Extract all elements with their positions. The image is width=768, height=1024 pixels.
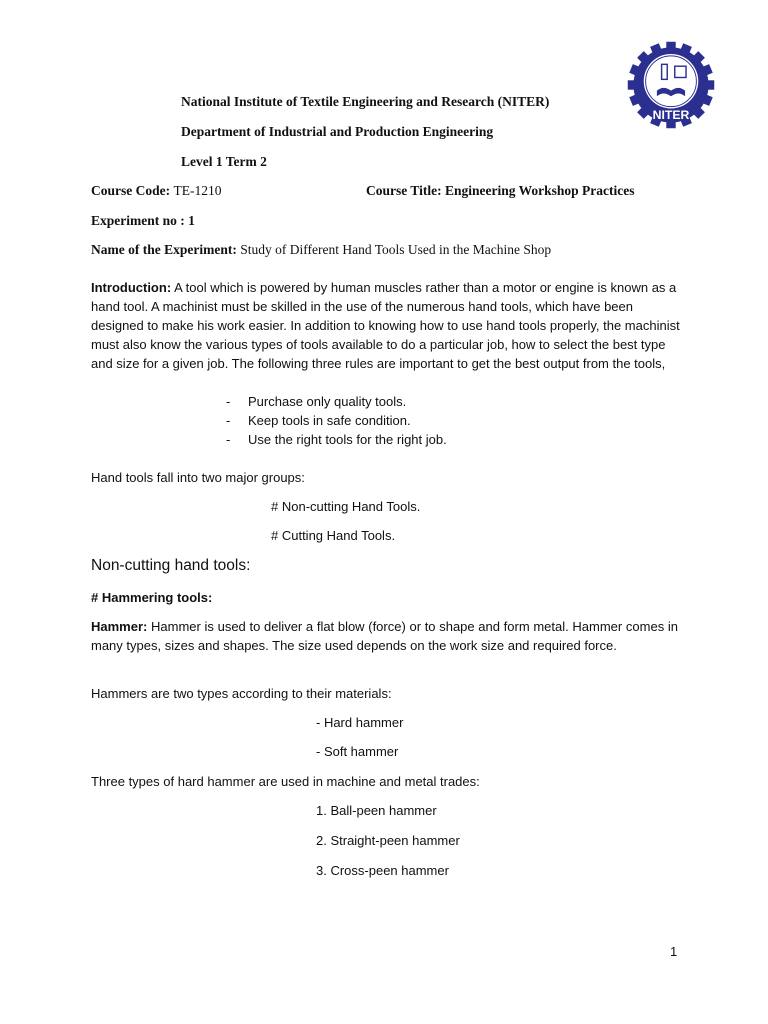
section-subtitle: # Hammering tools:: [91, 590, 213, 605]
introduction-label: Introduction:: [91, 280, 172, 295]
course-title-value: Engineering Workshop Practices: [445, 183, 635, 198]
group-item: # Non-cutting Hand Tools.: [271, 499, 421, 514]
groups-intro: Hand tools fall into two major groups:: [91, 470, 305, 485]
course-code-label: Course Code:: [91, 183, 171, 198]
course-title: [366, 183, 635, 199]
experiment-name-label: Name of the Experiment:: [91, 242, 237, 257]
section-title: Non-cutting hand tools:: [91, 557, 251, 574]
list-dash: -: [226, 394, 231, 409]
gear-tooth: [703, 80, 714, 89]
introduction-paragraph: [91, 278, 681, 373]
gear-tooth: [666, 42, 675, 53]
hammer-paragraph: [91, 617, 678, 655]
hard-type-item: 1. Ball-peen hammer: [316, 803, 437, 818]
hammer-text: Hammer is used to deliver a flat blow (force) or to shape and form metal. Hammer comes in many types, sizes and shapes. The size used depends on the work size and required force.: [91, 619, 678, 653]
material-item: - Soft hammer: [316, 744, 399, 759]
department-name: Department of Industrial and Production Engineering: [181, 124, 494, 139]
course-code-value: TE-1210: [173, 183, 222, 198]
list-dash: -: [226, 413, 231, 428]
level-term: Level 1 Term 2: [181, 154, 267, 169]
material-item: - Hard hammer: [316, 715, 404, 730]
hammer-label: Hammer:: [91, 619, 148, 634]
logo-text: NITER: [652, 107, 690, 122]
hard-type-item: 2. Straight-peen hammer: [316, 833, 460, 848]
experiment-name-value: Study of Different Hand Tools Used in the Machine Shop: [240, 242, 552, 257]
list-item: Keep tools in safe condition.: [248, 413, 411, 428]
group-item: # Cutting Hand Tools.: [271, 528, 396, 543]
experiment-number: Experiment no : 1: [91, 213, 195, 228]
list-dash: -: [226, 432, 231, 447]
list-item: Purchase only quality tools.: [248, 394, 407, 409]
introduction-text: A tool which is powered by human muscles rather than a motor or engine is known as a hand tool. A machinist must be skilled in the use of the numerous hand tools, which have been designed to make his work easier. In addition to knowing how to use hand tools properly, the machinist must also know the various types of tools available to do a particular job, how to select the best type and size for a given job. The following three rules are important to get the best output from the tools,: [91, 280, 680, 371]
list-item: Use the right tools for the right job.: [248, 432, 447, 447]
hard-intro: Three types of hard hammer are used in machine and metal trades:: [91, 774, 480, 789]
niter-logo: [624, 38, 718, 132]
gear-tooth: [628, 80, 639, 89]
experiment-name: [91, 242, 551, 258]
page-number: 1: [670, 944, 678, 959]
course-code: [91, 183, 222, 199]
course-title-label: Course Title:: [366, 183, 442, 198]
materials-intro: Hammers are two types according to their materials:: [91, 686, 392, 701]
institute-name: National Institute of Textile Engineering and Research (NITER): [181, 94, 550, 109]
hard-type-item: 3. Cross-peen hammer: [316, 863, 449, 878]
